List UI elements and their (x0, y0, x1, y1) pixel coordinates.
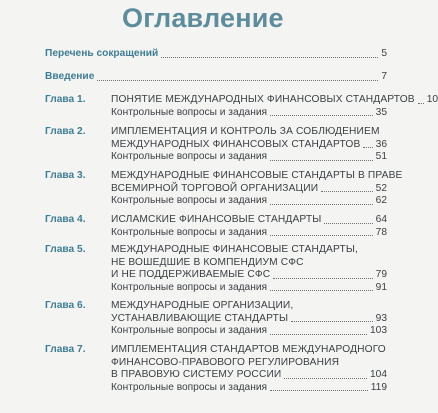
chapter-title-line: ИМПЛЕМЕНТАЦИЯ И КОНТРОЛЬ ЗА СОБЛЮДЕНИЕМ (111, 126, 380, 137)
toc-page-number: 93 (375, 312, 387, 324)
leader-dots (284, 378, 367, 379)
toc-entry-label: Перечень сокращений (45, 48, 159, 59)
toc-page-number: 91 (375, 281, 387, 293)
toc-entry-abbreviations[interactable] (45, 48, 387, 61)
leader-dots (273, 278, 372, 279)
chapter-number: Глава 2. (45, 126, 86, 137)
toc-chapter-1[interactable] (45, 94, 438, 119)
toc-page-number: 78 (375, 226, 387, 238)
leader-dots (161, 57, 378, 58)
subentry-label: Контрольные вопросы и задания (111, 106, 268, 118)
leader-dots (291, 321, 373, 322)
toc-page-number: 35 (375, 106, 387, 118)
chapter-number: Глава 6. (45, 300, 86, 311)
leader-dots (363, 147, 372, 148)
toc-entry-introduction[interactable] (45, 71, 387, 84)
leader-dots (270, 160, 373, 161)
chapter-title-line: ВСЕМИРНОЙ ТОРГОВОЙ ОРГАНИЗАЦИИ (111, 182, 319, 194)
chapter-title-line: МЕЖДУНАРОДНЫЕ ОРГАНИЗАЦИИ, (111, 300, 294, 311)
leader-dots (270, 390, 368, 391)
subentry-label: Контрольные вопросы и задания (111, 381, 268, 393)
toc-subentry[interactable] (45, 195, 387, 208)
toc-page-number: 104 (370, 369, 387, 381)
toc-page-number: 36 (375, 138, 387, 150)
toc-page-number: 64 (375, 214, 387, 225)
toc-entry-label: Введение (45, 71, 95, 82)
chapter-number: Глава 1. (45, 94, 86, 105)
chapter-title-line: УСТАНАВЛИВАЮЩИЕ СТАНДАРТЫ (111, 312, 289, 324)
toc-page-number: 62 (375, 195, 387, 207)
toc-subentry[interactable] (45, 282, 387, 295)
toc-chapter-4[interactable] (45, 214, 387, 239)
toc-page-number: 52 (375, 182, 387, 194)
page-title: Оглавление (122, 3, 284, 33)
toc-subentry[interactable] (45, 151, 387, 164)
leader-dots (418, 103, 424, 104)
chapter-title-line: И НЕ ПОДДЕРЖИВАЕМЫЕ СФС (111, 269, 271, 281)
chapter-title-line: В ПРАВОВУЮ СИСТЕМУ РОССИИ (111, 369, 282, 381)
chapter-title-line: МЕЖДУНАРОДНЫХ ФИНАНСОВЫХ СТАНДАРТОВ (111, 138, 361, 150)
toc-page-number: 5 (381, 48, 387, 59)
leader-dots (270, 115, 373, 116)
leader-dots (270, 235, 373, 236)
toc-page-number: 51 (375, 151, 387, 163)
subentry-label: Контрольные вопросы и задания (111, 325, 268, 337)
subentry-label: Контрольные вопросы и задания (111, 151, 268, 163)
leader-dots (321, 191, 372, 192)
chapter-number: Глава 4. (45, 214, 86, 225)
toc-subentry[interactable] (45, 107, 387, 120)
toc-page-number: 79 (375, 269, 387, 281)
chapter-number: Глава 5. (45, 244, 86, 255)
chapter-title-line: ИСЛАМСКИЕ ФИНАНСОВЫЕ СТАНДАРТЫ (111, 214, 322, 225)
leader-dots (270, 204, 373, 205)
chapter-title-line: ФИНАНСОВО-ПРАВОВОГО РЕГУЛИРОВАНИЯ (111, 356, 340, 368)
leader-dots (270, 290, 373, 291)
toc-page-number: 10 (426, 94, 438, 105)
chapter-title-line: ПОНЯТИЕ МЕЖДУНАРОДНЫХ ФИНАНСОВЫХ СТАНДАРТОВ (111, 94, 415, 105)
leader-dots (97, 80, 378, 81)
chapter-number: Глава 7. (45, 344, 86, 355)
toc-chapter-2[interactable] (45, 126, 387, 164)
toc-subentry[interactable] (45, 382, 387, 395)
chapter-number: Глава 3. (45, 170, 86, 181)
chapter-title-line: ИМПЛЕМЕНТАЦИЯ СТАНДАРТОВ МЕЖДУНАРОДНОГО (111, 344, 386, 355)
leader-dots (270, 334, 367, 335)
toc-chapter-5[interactable] (45, 244, 387, 294)
toc-chapter-7[interactable] (45, 344, 387, 394)
toc-chapter-6[interactable] (45, 300, 387, 338)
toc-subentry[interactable] (45, 227, 387, 240)
chapter-title-line: МЕЖДУНАРОДНЫЕ ФИНАНСОВЫЕ СТАНДАРТЫ, (111, 244, 358, 255)
subentry-label: Контрольные вопросы и задания (111, 281, 268, 293)
toc-chapter-3[interactable] (45, 170, 403, 208)
leader-dots (324, 223, 372, 224)
toc-page-number: 103 (370, 325, 387, 337)
subentry-label: Контрольные вопросы и задания (111, 195, 268, 207)
toc-page-number: 119 (370, 381, 387, 393)
subentry-label: Контрольные вопросы и задания (111, 226, 268, 238)
toc-page-number: 7 (381, 71, 387, 82)
chapter-title-line: НЕ ВОШЕДШИЕ В КОМПЕНДИУМ СФС (111, 256, 304, 268)
chapter-title-line: МЕЖДУНАРОДНЫЕ ФИНАНСОВЫЕ СТАНДАРТЫ В ПРАВЕ (111, 170, 403, 181)
toc-subentry[interactable] (45, 325, 387, 338)
